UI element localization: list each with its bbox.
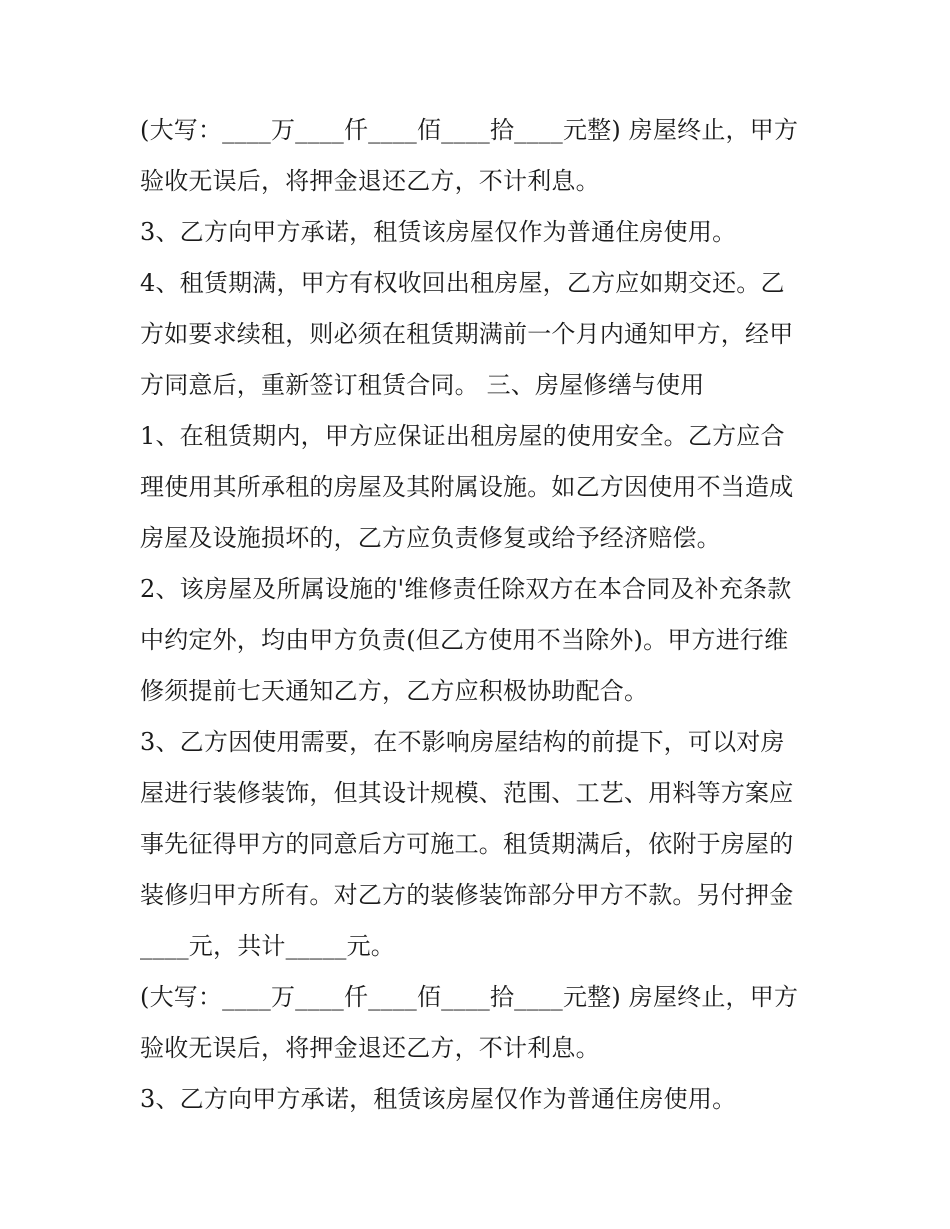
text-line: 装修归甲方所有。对乙方的装修装饰部分甲方不款。另付押金 xyxy=(140,881,794,909)
text-line: 3、乙方向甲方承诺，租赁该房屋仅作为普通住房使用。 xyxy=(140,218,737,246)
text-line: 中约定外，均由甲方负责(但乙方使用不当除外)。甲方进行维 xyxy=(140,626,789,654)
text-line: 3、乙方因使用需要，在不影响房屋结构的前提下，可以对房 xyxy=(140,728,785,756)
text-line: ____元，共计_____元。 xyxy=(140,932,395,960)
text-line: 屋进行装修装饰，但其设计规模、范围、工艺、用料等方案应 xyxy=(140,779,794,807)
text-line: 验收无误后，将押金退还乙方，不计利息。 xyxy=(140,167,600,195)
text-line: 2、该房屋及所属设施的'维修责任除双方在本合同及补充条款 xyxy=(140,575,792,603)
text-line: 房屋及设施损坏的，乙方应负责修复或给予经济赔偿。 xyxy=(140,524,721,552)
text-line: 方如要求续租，则必须在租赁期满前一个月内通知甲方，经甲 xyxy=(140,320,794,348)
text-line: 修须提前七天通知乙方，乙方应积极协助配合。 xyxy=(140,677,649,705)
text-line: 事先征得甲方的同意后方可施工。租赁期满后，依附于房屋的 xyxy=(140,830,794,858)
text-line: 理使用其所承租的房屋及其附属设施。如乙方因使用不当造成 xyxy=(140,473,794,501)
text-line: (大写：____万____仟____佰____拾____元整) 房屋终止，甲方 xyxy=(140,983,799,1011)
text-line: (大写：____万____仟____佰____拾____元整) 房屋终止，甲方 xyxy=(140,116,799,144)
text-line: 4、租赁期满，甲方有权收回出租房屋，乙方应如期交还。乙 xyxy=(140,269,785,297)
text-line: 方同意后，重新签订租赁合同。 三、房屋修缮与使用 xyxy=(140,371,705,399)
text-line: 验收无误后，将押金退还乙方，不计利息。 xyxy=(140,1034,600,1062)
text-line: 1、在租赁期内，甲方应保证出租房屋的使用安全。乙方应合 xyxy=(140,422,785,450)
text-line: 3、乙方向甲方承诺，租赁该房屋仅作为普通住房使用。 xyxy=(140,1085,737,1113)
